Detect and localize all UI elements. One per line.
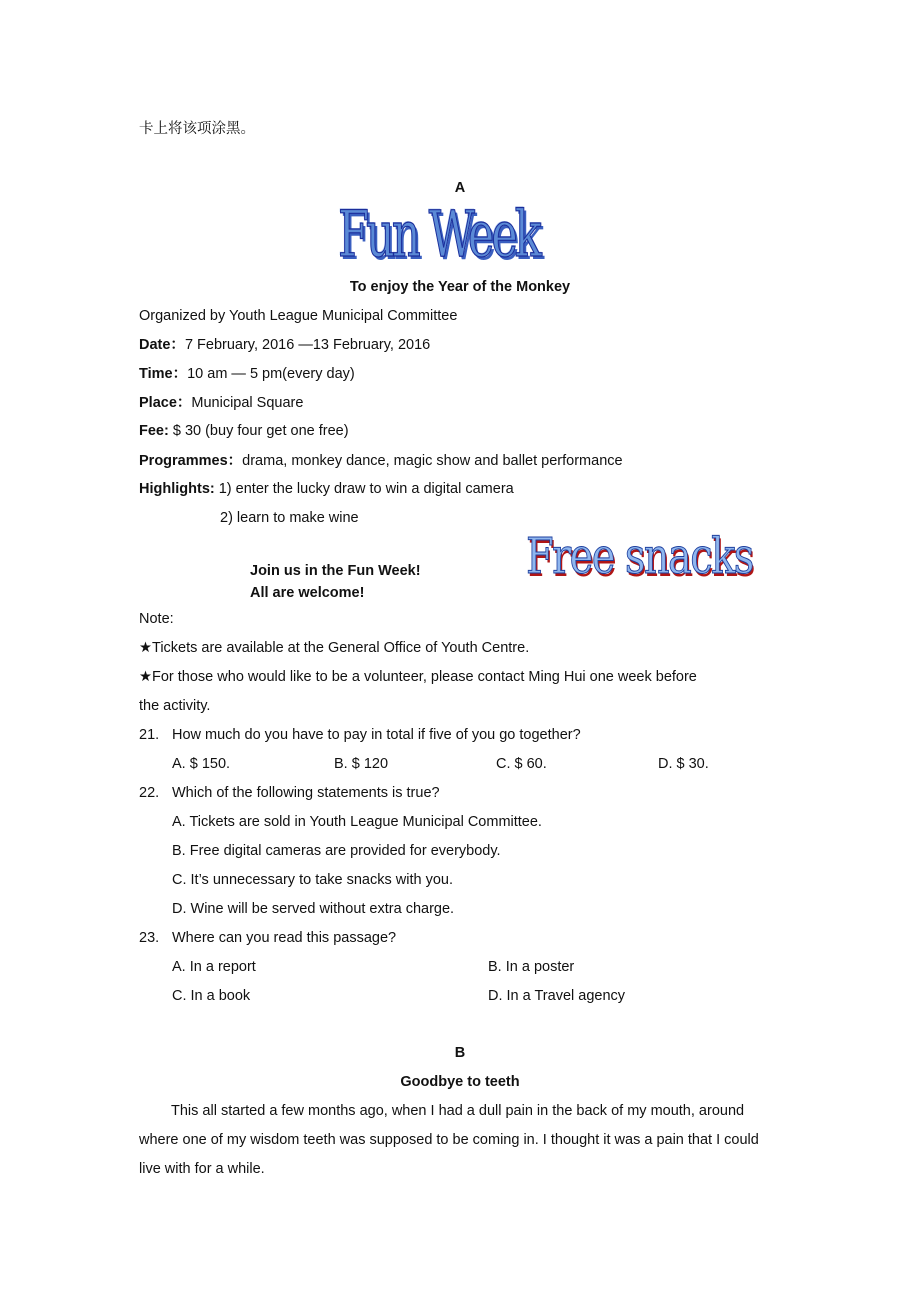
question-23-option-a: A. In a report xyxy=(172,959,256,975)
join-line: Join us in the Fun Week! xyxy=(250,563,421,579)
question-23-option-b: B. In a poster xyxy=(488,959,575,975)
fee-value: $ 30 (buy four get one free) xyxy=(168,423,349,439)
question-22-option-c: C. It’s unnecessary to take snacks with you. xyxy=(172,872,454,888)
question-21-text: How much do you have to pay in total if five of you go together? xyxy=(172,727,581,743)
question-21-option-c: C. $ 60. xyxy=(496,756,547,772)
question-21-option-a: A. $ 150. xyxy=(172,756,231,772)
note-1: ★Tickets are available at the General Office of Youth Centre. xyxy=(139,640,530,656)
place-value: Municipal Square xyxy=(191,395,304,411)
question-22-option-a: A. Tickets are sold in Youth League Municipal Committee. xyxy=(172,814,542,830)
date-line xyxy=(139,335,430,355)
poster-subtitle: To enjoy the Year of the Monkey xyxy=(349,279,571,295)
section-b-para-line-3: live with for a while. xyxy=(139,1161,265,1177)
question-21-option-b: B. $ 120 xyxy=(334,756,389,772)
section-b-label: B xyxy=(454,1045,466,1061)
time-value: 10 am — 5 pm(every day) xyxy=(187,366,355,382)
organizer-line: Organized by Youth League Municipal Committee xyxy=(139,308,458,324)
highlights-label: Highlights: xyxy=(139,481,215,497)
question-23-option-c: C. In a book xyxy=(172,988,251,1004)
programmes-line xyxy=(139,451,623,471)
fee-line xyxy=(139,421,349,441)
date-label: Date： xyxy=(139,337,185,353)
question-21-option-d: D. $ 30. xyxy=(658,756,709,772)
programmes-label: Programmes： xyxy=(139,453,243,469)
time-label: Time： xyxy=(139,366,188,382)
question-21-number: 21. xyxy=(139,727,160,743)
question-23-number: 23. xyxy=(139,930,160,946)
note-2a: ★For those who would like to be a volunteer, please contact Ming Hui one week before xyxy=(139,669,697,685)
question-22-number: 22. xyxy=(139,785,160,801)
question-22-option-d: D. Wine will be served without extra charge. xyxy=(172,901,455,917)
fun-week-wordart: Fun Week xyxy=(338,198,539,272)
free-snacks-wordart: Free snacks xyxy=(526,527,753,585)
place-line xyxy=(139,393,303,413)
highlights-line xyxy=(139,479,514,499)
question-22-option-b: B. Free digital cameras are provided for everybody. xyxy=(172,843,501,859)
highlight-2: 2) learn to make wine xyxy=(220,510,359,526)
question-22-text: Which of the following statements is true? xyxy=(172,785,440,801)
intro-line: 卡上将该项涂黑。 xyxy=(139,121,255,137)
date-value: 7 February, 2016 —13 February, 2016 xyxy=(184,337,431,353)
time-line xyxy=(139,364,355,384)
question-23-option-d: D. In a Travel agency xyxy=(488,988,626,1004)
place-label: Place： xyxy=(139,395,192,411)
section-b-para-line-1: This all started a few months ago, when I had a dull pain in the back of my mouth, around xyxy=(171,1103,745,1119)
note-label: Note: xyxy=(139,611,174,627)
question-23-text: Where can you read this passage? xyxy=(172,930,397,946)
programmes-value: drama, monkey dance, magic show and ballet performance xyxy=(242,453,623,469)
fee-label: Fee: xyxy=(139,423,169,439)
section-b-title: Goodbye to teeth xyxy=(400,1074,520,1090)
highlight-1: 1) enter the lucky draw to win a digital camera xyxy=(214,481,514,497)
note-2b: the activity. xyxy=(139,698,211,714)
section-a-label: A xyxy=(454,180,466,196)
section-b-para-line-2: where one of my wisdom teeth was supposed to be coming in. I thought it was a pain that I could xyxy=(139,1132,759,1148)
welcome-line: All are welcome! xyxy=(250,585,365,601)
